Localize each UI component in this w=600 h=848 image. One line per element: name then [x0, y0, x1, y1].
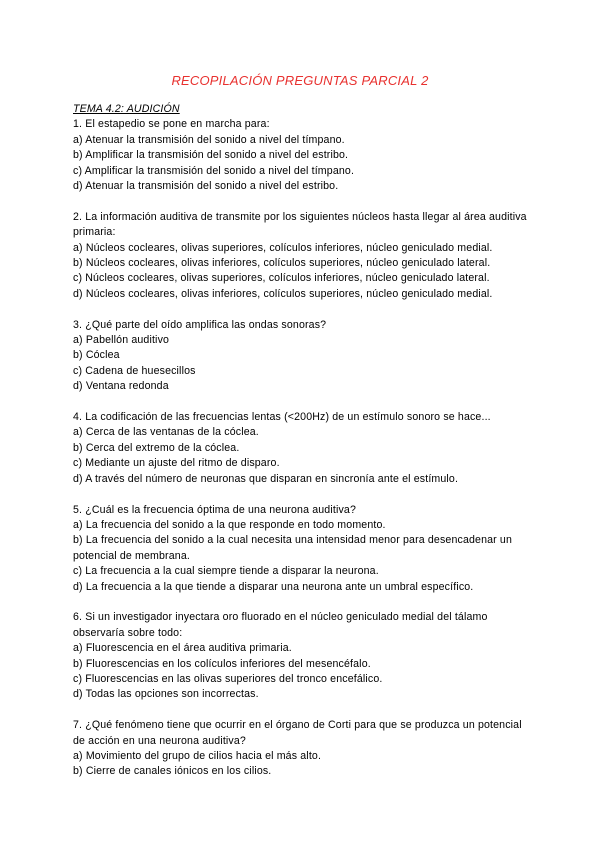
answer-option: b) Cierre de canales iónicos en los cilios. — [73, 765, 272, 778]
answer-option: a) La frecuencia del sonido a la que responde en todo momento. — [73, 518, 386, 531]
answer-option: a) Cerca de las ventanas de la cóclea. — [73, 426, 259, 439]
question-stem: 6. Si un investigador inyectara oro fluorado en el núcleo geniculado medial del tálamo observaría sobre todo: — [73, 611, 488, 639]
answer-option: d) Núcleos cocleares, olivas inferiores, colículos superiores, núcleo geniculado medial. — [73, 287, 493, 300]
answer-option: c) Amplificar la transmisión del sonido a nivel del tímpano. — [73, 164, 355, 177]
question-stem: 5. ¿Cuál es la frecuencia óptima de una neurona auditiva? — [73, 503, 356, 516]
question-stem: 1. El estapedio se pone en marcha para: — [73, 118, 270, 131]
answer-option: c) Cadena de huesecillos — [73, 364, 196, 377]
answer-option: d) A través del número de neuronas que disparan en sincronía ante el estímulo. — [73, 472, 459, 485]
answer-option: c) Núcleos cocleares, olivas superiores, colículos inferiores, núcleo geniculado lateral. — [73, 272, 490, 285]
question-7 — [73, 718, 533, 780]
question-stem: 7. ¿Qué fenómeno tiene que ocurrir en el órgano de Corti para que se produzca un potencial de acción en una neurona auditiva? — [73, 719, 522, 747]
answer-option: b) Núcleos cocleares, olivas inferiores, colículos superiores, núcleo geniculado lateral. — [73, 257, 491, 270]
answer-option: a) Pabellón auditivo — [73, 334, 170, 347]
answer-option: b) Amplificar la transmisión del sonido a nivel del estribo. — [73, 149, 349, 162]
answer-option: a) Núcleos cocleares, olivas superiores, colículos inferiores, núcleo geniculado medial. — [73, 241, 493, 254]
answer-option: d) La frecuencia a la que tiende a disparar una neurona ante un umbral específico. — [73, 580, 474, 593]
answer-option: b) Fluorescencias en los colículos inferiores del mesencéfalo. — [73, 657, 371, 670]
answer-option: a) Atenuar la transmisión del sonido a nivel del tímpano. — [73, 133, 345, 146]
section-heading: TEMA 4.2: AUDICIÓN — [73, 103, 180, 115]
question-5 — [73, 503, 533, 595]
document-body — [73, 102, 533, 780]
answer-option: b) La frecuencia del sonido a la cual necesita una intensidad menor para desencadenar un potencial de membrana. — [73, 534, 513, 562]
answer-option: c) Fluorescencias en las olivas superiores del tronco encefálico. — [73, 672, 383, 685]
question-3 — [73, 318, 533, 395]
answer-option: b) Cóclea — [73, 349, 120, 362]
answer-option: a) Movimiento del grupo de cilios hacia el más alto. — [73, 749, 322, 762]
question-stem: 3. ¿Qué parte del oído amplifica las ondas sonoras? — [73, 318, 327, 331]
answer-option: d) Ventana redonda — [73, 380, 169, 393]
answer-option: a) Fluorescencia en el área auditiva primaria. — [73, 642, 292, 655]
answer-option: d) Todas las opciones son incorrectas. — [73, 688, 259, 701]
document-title: RECOPILACIÓN PREGUNTAS PARCIAL 2 — [171, 73, 429, 88]
question-stem: 2. La información auditiva de transmite por los siguientes núcleos hasta llegar al área auditiva primaria: — [73, 210, 527, 239]
question-stem: 4. La codificación de las frecuencias lentas (<200Hz) de un estímulo sonoro se hace... — [73, 411, 491, 424]
answer-option: c) La frecuencia a la cual siempre tiende a disparar la neurona. — [73, 565, 379, 578]
answer-option: b) Cerca del extremo de la cóclea. — [73, 441, 240, 454]
question-4 — [73, 410, 533, 487]
answer-option: d) Atenuar la transmisión del sonido a nivel del estribo. — [73, 180, 339, 193]
question-6 — [73, 610, 533, 702]
question-1 — [73, 117, 533, 194]
question-2 — [73, 210, 533, 302]
answer-option: c) Mediante un ajuste del ritmo de disparo. — [73, 457, 280, 470]
